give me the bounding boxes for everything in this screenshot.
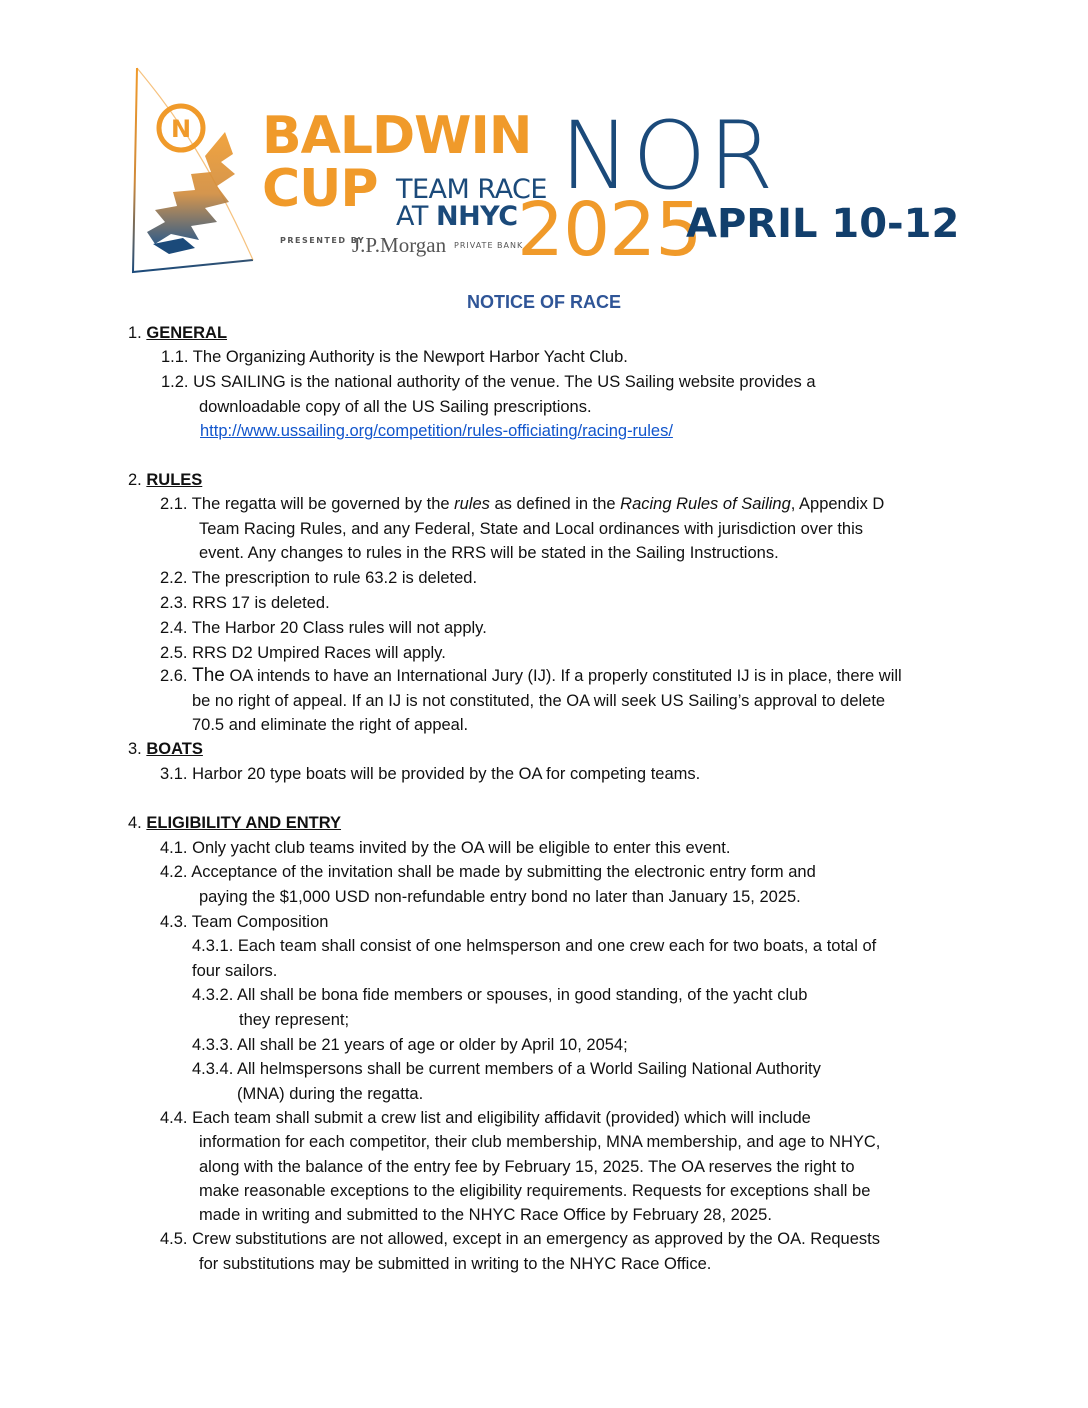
section-4-line: 4.5. Crew substitutions are not allowed, except in an emergency as approved by the OA. Requests	[160, 1230, 880, 1248]
section-2-heading: 2. RULES	[128, 471, 203, 489]
section-2-line: 2.1. The regatta will be governed by the rules as defined in the Racing Rules of Sailing, Appendix D	[160, 495, 885, 513]
section-4-line: (MNA) during the regatta.	[237, 1085, 424, 1103]
document-title: NOTICE OF RACE	[466, 292, 621, 312]
section-4-line: 4.2. Acceptance of the invitation shall be made by submitting the electronic entry form and	[160, 863, 816, 881]
section-1-line: 1.1. The Organizing Authority is the Newport Harbor Yacht Club.	[161, 348, 628, 366]
section-4-line: 4.4. Each team shall submit a crew list and eligibility affidavit (provided) which will include	[160, 1109, 811, 1127]
section-2-line: 2.6. The OA intends to have an International Jury (IJ). If a properly constituted IJ is in place, there will	[160, 665, 902, 686]
section-4-line: along with the balance of the entry fee by February 15, 2025. The OA reserves the right to	[199, 1158, 855, 1176]
section-2-line: 2.3. RRS 17 is deleted.	[160, 594, 330, 612]
section-4-line: 4.3.3. All shall be 21 years of age or older by April 10, 2054;	[192, 1036, 628, 1054]
section-4-line: make reasonable exceptions to the eligibility requirements. Requests for exceptions shall be	[199, 1182, 871, 1200]
section-4-line: 4.3. Team Composition	[160, 913, 329, 931]
event-dates: APRIL 10-12	[686, 201, 960, 247]
ussailing-link[interactable]: http://www.ussailing.org/competition/rules-officiating/racing-rules/	[200, 422, 673, 440]
header-logo-block	[0, 0, 1088, 290]
presented-by-label: PRESENTED BY	[280, 236, 366, 245]
private-bank-label: PRIVATE BANK	[454, 241, 524, 250]
section-3-line: 3.1. Harbor 20 type boats will be provided by the OA for competing teams.	[160, 765, 701, 783]
section-3-heading: 3. BOATS	[128, 740, 203, 758]
section-4-line: for substitutions may be submitted in writing to the NHYC Race Office.	[199, 1255, 712, 1273]
svg-text:N: N	[170, 115, 192, 143]
sponsor-name: J.P.Morgan	[352, 233, 447, 257]
brand-cup: CUP	[262, 159, 378, 219]
section-2-line: 2.2. The prescription to rule 63.2 is deleted.	[160, 569, 478, 587]
nor-heading: NOR	[560, 102, 776, 211]
event-year: 2025	[517, 187, 702, 273]
section-4-line: 4.3.2. All shall be bona fide members or spouses, in good standing, of the yacht club	[192, 986, 808, 1004]
section-4-line: information for each competitor, their club membership, MNA membership, and age to NHYC,	[199, 1133, 881, 1151]
brand-at-nhyc: AT NHYC	[396, 201, 518, 232]
section-4-line: 4.1. Only yacht club teams invited by the OA will be eligible to enter this event.	[160, 839, 731, 857]
section-2-line: event. Any changes to rules in the RRS will be stated in the Sailing Instructions.	[199, 544, 779, 562]
section-4-line: 4.3.4. All helmspersons shall be current members of a World Sailing National Authority	[192, 1060, 821, 1078]
section-4-line: they represent;	[239, 1011, 350, 1029]
section-2-line: 2.4. The Harbor 20 Class rules will not apply.	[160, 619, 487, 637]
section-2-line: 70.5 and eliminate the right of appeal.	[192, 716, 469, 734]
brand-baldwin: BALDWIN	[262, 106, 532, 166]
section-4-line: four sailors.	[192, 962, 278, 980]
section-4-heading: 4. ELIGIBILITY AND ENTRY	[128, 814, 342, 832]
brand-team-race: TEAM RACE	[396, 174, 547, 205]
section-2-line: be no right of appeal. If an IJ is not constituted, the OA will seek US Sailing’s approval to delete	[192, 692, 886, 710]
section-4-line: made in writing and submitted to the NHYC Race Office by February 28, 2025.	[199, 1206, 772, 1224]
section-2-line: 2.5. RRS D2 Umpired Races will apply.	[160, 644, 446, 662]
section-2-line: Team Racing Rules, and any Federal, State and Local ordinances with jurisdiction over this	[199, 520, 864, 538]
section-1-heading: 1. GENERAL	[128, 324, 228, 342]
section-4-line: paying the $1,000 USD non-refundable entry bond no later than January 15, 2025.	[199, 888, 801, 906]
sail-logo-icon	[125, 62, 265, 282]
section-4-line: 4.3.1. Each team shall consist of one helmsperson and one crew each for two boats, a total of	[192, 937, 877, 955]
section-1-line: 1.2. US SAILING is the national authority of the venue. The US Sailing website provides a	[161, 373, 816, 391]
section-1-line: downloadable copy of all the US Sailing prescriptions.	[199, 398, 592, 416]
